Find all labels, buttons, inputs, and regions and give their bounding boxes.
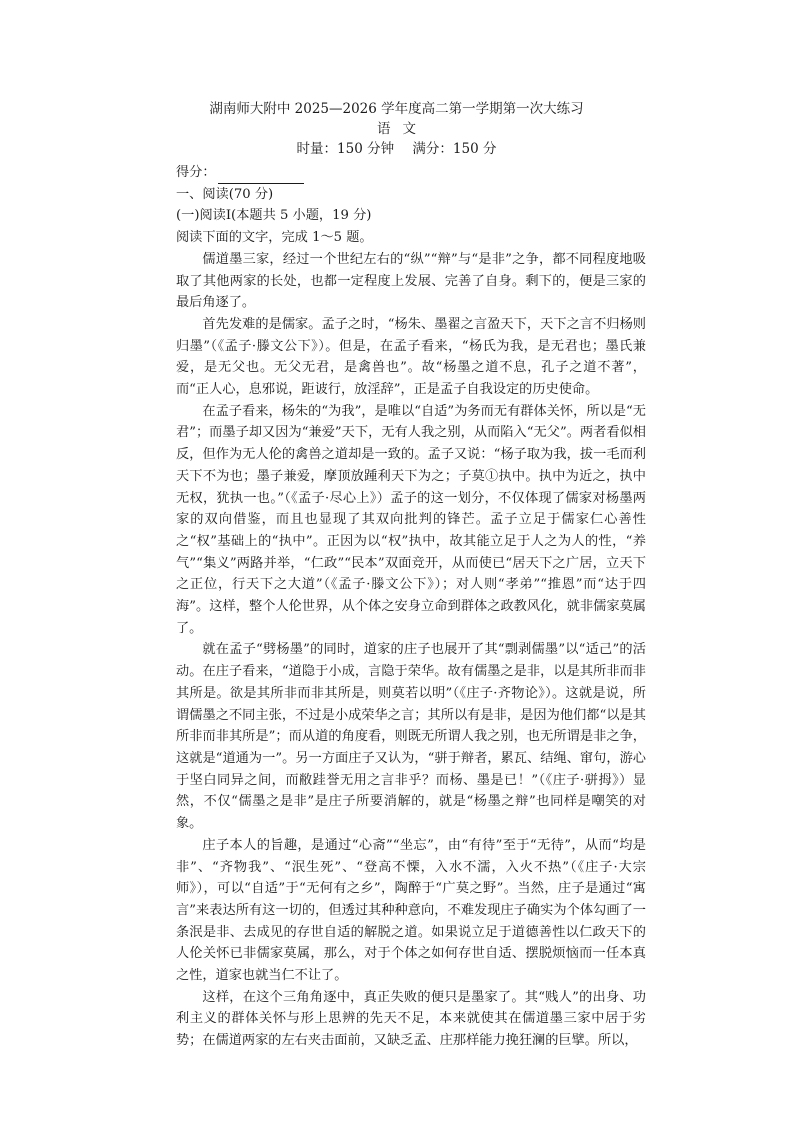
paragraph-1: 儒道墨三家，经过一个世纪左右的“纵”“辩”与“是非”之争，都不同程度地吸取了其他两家的长处，也都一定程度上发展、完善了自身。剩下的，便是三家的最后角逐了。 [176,251,646,311]
exam-header [0,100,793,158]
paragraph-5: 庄子本人的旨趣，是通过“心斋”“坐忘”，由“有待”至于“无待”，从而“均是非”、“齐物我”、“泯生死”、“登高不慄，入水不濡，入火不热”（《庄子·大宗师》），可以“自适”于“无何有之乡”，陶醉于“广莫之野”。当然，庄子是通过“寓言”来表达所有这一切的，但透过其种种意向，不难发现庄子确实为个体勾画了一条泯是非、去成见的存世自适的解脱之道。如果说立足于道德善性以仁政天下的人伦关怀已非儒家莫属，那么，对于个体之如何存世自适、摆脱烦恼而一任本真之性，道家也就当仁不让了。 [176,837,646,984]
score-line [176,162,646,184]
exam-meta [0,140,793,158]
score-blank[interactable] [218,169,304,184]
score-label: 得分： [176,165,216,180]
exam-duration: 时量：150 分钟 [296,141,395,157]
exam-full-score: 满分：150 分 [412,141,497,157]
exam-subject: 语文 [377,121,428,137]
paragraph-4: 就在孟子“劈杨墨”的同时，道家的庄子也展开了其“剽剥儒墨”以“适己”的活动。在庄子看来，“道隐于小成，言隐于荣华。故有儒墨之是非，以是其所非而非其所是。欲是其所非而非其所是，则莫若以明”（《庄子·齐物论》）。这就是说，所谓儒墨之不同主张，不过是小成荣华之言；其所以有是非，是因为他们都“以是其所非而非其所是”；而从道的角度看，则既无所谓人我之别，也无所谓是非之争，这就是“道通为一”。另一方面庄子又认为，“骈于辩者，累瓦、结绳、窜句，游心于坚白同异之间，而敝跬誉无用之言非乎？而杨、墨是已！”（《庄子·骈拇》）显然，不仅“儒墨之是非”是庄子所要消解的，就是“杨墨之辩”也同样是嘲笑的对象。 [176,642,646,832]
instruction: 阅读下面的文字，完成 1～5 题。 [176,230,373,246]
sub-heading: (一)阅读Ⅰ(本题共 5 小题，19 分) [176,208,372,224]
paragraph-3: 在孟子看来，杨朱的“为我”，是唯以“自适”为务而无有群体关怀，所以是“无君”；而墨子却又因为“兼爱”天下，无有人我之别，从而陷入“无父”。两者看似相反，但作为无人伦的禽兽之道却是一致的。孟子又说：“杨子取为我，拔一毛而利天下不为也；墨子兼爱，摩顶放踵利天下为之；子莫①执中。执中为近之，执中无权，犹执一也。”（《孟子·尽心上》）孟子的这一划分，不仅体现了儒家对杨墨两家的双向借鉴，而且也显现了其双向批判的锋芒。孟子立足于儒家仁心善性之“权”基础上的“执中”。正因为以“权”执中，故其能立足于人之为人的性，“养气”“集义”两路并举，“仁政”“民本”双面竞开，从而使已“居天下之广居，立天下之正位，行天下之大道”（《孟子·滕文公下》）；对人则“孝弟”“推恩”而“达于四海”。这样，整个人伦世界，从个体之安身立命到群体之政教风化，就非儒家莫属了。 [176,403,646,636]
exam-body [176,162,646,1052]
section-heading: 一、阅读(70 分) [176,186,274,202]
paragraph-2: 首先发难的是儒家。孟子之时，“杨朱、墨翟之言盈天下，天下之言不归杨则归墨”（《孟子·滕文公下》）。但是，在孟子看来，“杨氏为我，是无君也；墨氏兼爱，是无父也。无父无君，是禽兽也”。故“杨墨之道不息，孔子之道不著”，而“正人心，息邪说，距诐行，放淫辞”，正是孟子自我设定的历史使命。 [176,316,646,398]
paragraph-6: 这样，在这个三角角逐中，真正失败的便只是墨家了。其“贱人”的出身、功利主义的群体关怀与形上思辨的先天不足，本来就使其在儒道墨三家中居于劣势；在儒道两家的左右夹击面前，又缺乏孟、庄那样能力挽狂澜的巨擘。所以， [176,989,646,1049]
exam-title: 湖南师大附中 2025—2026 学年度高二第一学期第一次大练习 [209,101,584,117]
